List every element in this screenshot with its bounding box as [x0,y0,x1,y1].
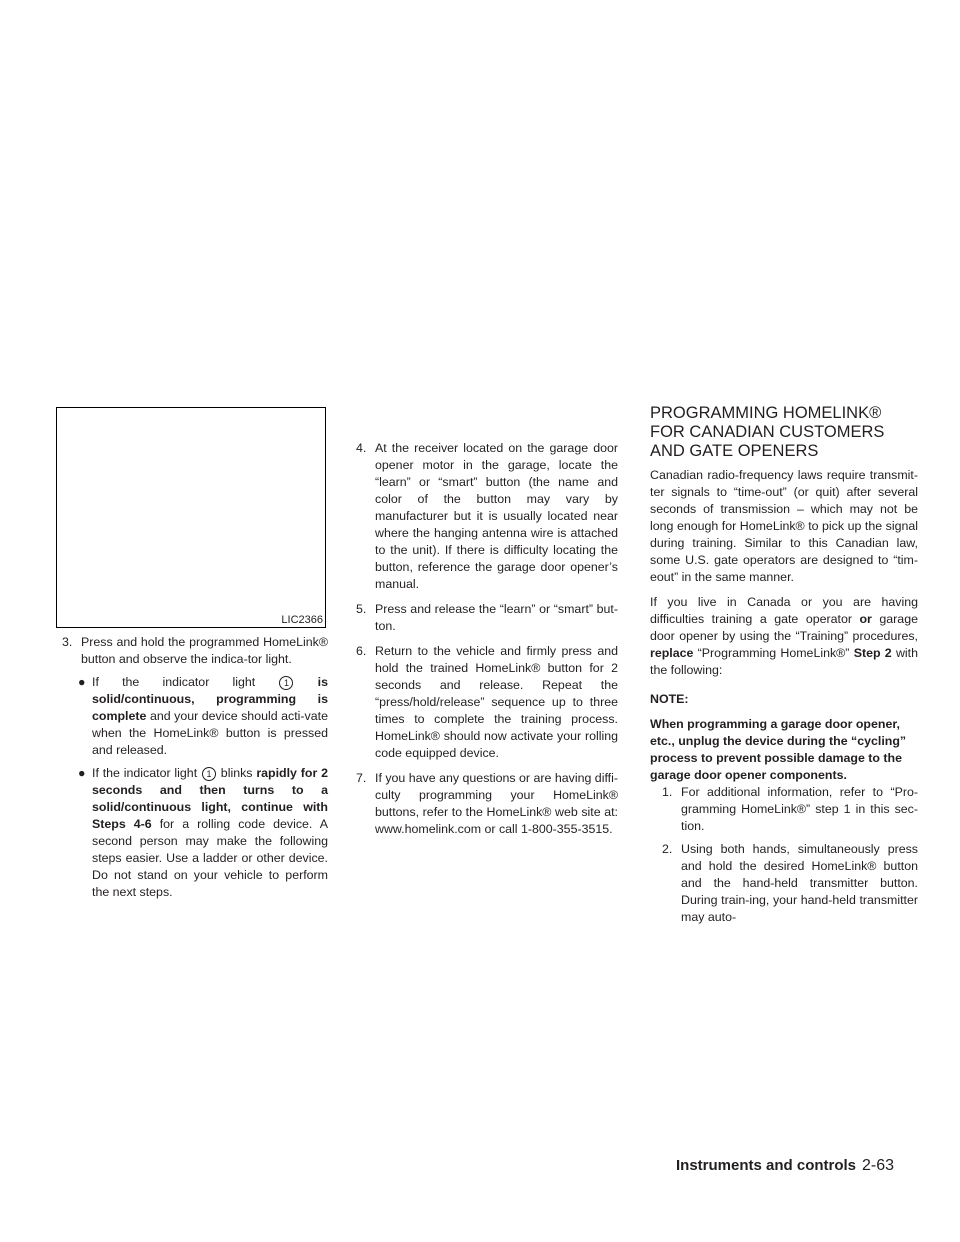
note-text: When programming a garage door opener, etc., unplug the device during the “cycling” process to prevent possible damage to the garage door opener components. [650,717,907,782]
step-3-bullet-1: ● If the indicator light 1 is solid/continuous, programming is complete and your device should acti-vate when the HomeLink® button is pressed and released. [78,675,328,757]
step-4: 4. At the receiver located on the garage door opener motor in the garage, locate the “learn” or “smart” button (the name and color of the button may vary by manufacturer but it is usually located near where the hanging antenna wire is attached to the unit). If there is difficulty locating the button, reference the garage door opener’s manual. [356,441,618,591]
step-5: 5. Press and release the “learn” or “smart” but-ton. [356,602,618,633]
step-3-bullet-2: ● If the indicator light 1 blinks rapidly for 2 seconds and then turns to a solid/continuous light, continue with Steps 4-6 for a rolling code device. A second person may make the following steps easier. Use a ladder or other device. Do not stand on your vehicle to perform the next steps. [78,766,328,899]
indicator-marker-icon: 1 [279,676,293,690]
middle-column [356,440,618,838]
section-paragraph-1: Canadian radio-frequency laws require transmit-ter signals to “time-out” (or quit) after several seconds of transmission – which may not be long enough for HomeLink® to pick up the signal during training. Similar to this Canadian law, some U.S. gate operators are designed to “tim-eout” in the same manner. [650,468,918,584]
figure-label: LIC2366 [281,614,323,626]
bullet-icon: ● [78,766,86,780]
note-label: NOTE: [650,692,689,706]
step-7: 7. If you have any questions or are having diffi-culty programming your HomeLink® buttons, refer to the HomeLink® web site at: www.homelink.com or call 1-800-355-3515. [356,771,618,836]
indicator-marker-icon: 1 [202,767,216,781]
footer-section-title: Instruments and controls [676,1157,857,1174]
section-heading: PROGRAMMING HOMELINK® FOR CANADIAN CUSTOMERS AND GATE OPENERS [650,404,885,460]
right-column [650,404,918,926]
step-3: 3. Press and hold the programmed HomeLink® button and observe the indica-tor light. [62,635,328,666]
bullet-icon: ● [78,675,86,689]
page-footer [676,1157,894,1175]
page-number: 2-63 [862,1157,895,1174]
sub-step-1: 1. For additional information, refer to “Pro-gramming HomeLink®” step 1 in this sec-tion. [662,785,918,833]
section-paragraph-2: If you live in Canada or you are having difficulties training a gate operator or garage door opener by using the “Training” procedures, replace “Programming HomeLink®” Step 2 with the following: [650,595,918,677]
sub-step-2: 2. Using both hands, simultaneously press and hold the desired HomeLink® button and the hand-held transmitter button. During train-ing, your hand-held transmitter may auto- [662,842,918,924]
left-column [62,634,328,901]
step-6: 6. Return to the vehicle and firmly press and hold the trained HomeLink® button for 2 seconds and release. Repeat the “press/hold/release” sequence up to three times to complete the training process. HomeLink® should now activate your rolling code equipped device. [356,644,618,760]
figure-box [56,407,326,628]
